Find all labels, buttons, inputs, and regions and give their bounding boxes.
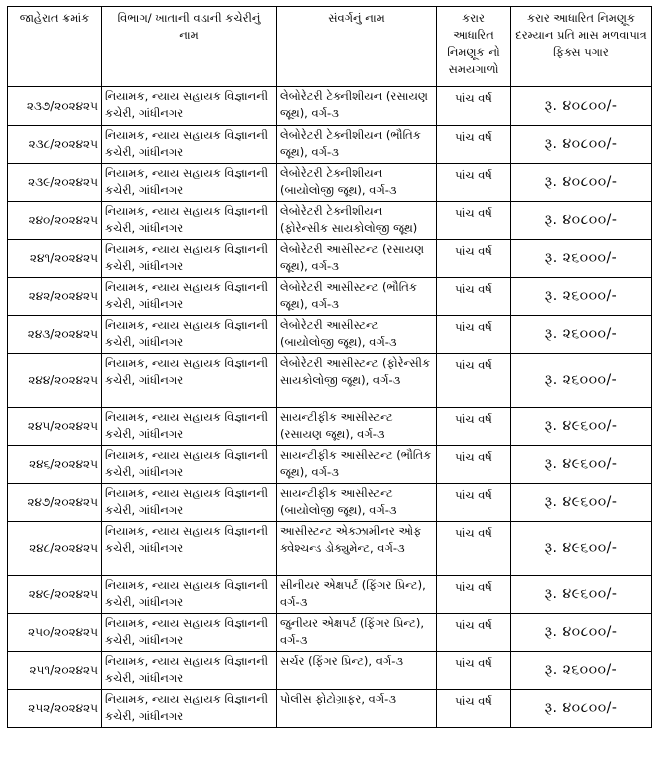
contract-period-cell: પાંચ વર્ષ [437,240,511,278]
table-row [8,446,652,484]
contract-period-cell: પાંચ વર્ષ [437,484,511,522]
contract-period-cell: પાંચ વર્ષ [437,446,511,484]
recruitment-table [7,6,652,728]
table-row [8,690,652,728]
fixed-salary-cell: રૂ. ૨૬૦૦૦/- [511,240,652,278]
advertisement-number-cell: ૨૩૮/૨૦૨૪૨૫ [8,126,102,164]
fixed-salary-cell: રૂ. ૪૦૮૦૦/- [511,87,652,126]
post-name-cell: આસીસ્ટન્ટ એક્ઝામીનર ઓફ ક્વેશ્ચન્ડ ડોક્યુમેન્ટ, વર્ગ-૩ [277,522,437,576]
fixed-salary-cell: રૂ. ૨૬૦૦૦/- [511,316,652,354]
table-row [8,408,652,446]
department-cell: નિયામક, ન્યાય સહાયક વિજ્ઞાનની કચેરી, ગાંધીનગર [102,316,277,354]
fixed-salary-cell: રૂ. ૪૦૮૦૦/- [511,690,652,728]
department-cell: નિયામક, ન્યાય સહાયક વિજ્ઞાનની કચેરી, ગાંધીનગર [102,202,277,240]
contract-period-cell: પાંચ વર્ષ [437,316,511,354]
department-cell: નિયામક, ન્યાય સહાયક વિજ્ઞાનની કચેરી, ગાંધીનગર [102,240,277,278]
table-row [8,316,652,354]
department-cell: નિયામક, ન્યાય સહાયક વિજ્ઞાનની કચેરી, ગાંધીનગર [102,164,277,202]
post-name-cell: લેબોરેટરી ટેક્નીશીયન (બાયોલોજી જૂથ), વર્ગ-૩ [277,164,437,202]
fixed-salary-cell: રૂ. ૪૯૬૦૦/- [511,522,652,576]
header-department: વિભાગ/ ખાતાની વડાની કચેરીનું નામ [102,7,277,87]
table-row [8,164,652,202]
contract-period-cell: પાંચ વર્ષ [437,126,511,164]
post-name-cell: લેબોરેટરી ટેક્નીશીયન (રસાયણ જૂથ), વર્ગ-૩ [277,87,437,126]
post-name-cell: લેબોરેટરી આસીસ્ટન્ટ (રસાયણ જૂથ), વર્ગ-૩ [277,240,437,278]
fixed-salary-cell: રૂ. ૨૬૦૦૦/- [511,278,652,316]
advertisement-number-cell: ૨૫૧/૨૦૨૪૨૫ [8,652,102,690]
advertisement-number-cell: ૨૫૨/૨૦૨૪૨૫ [8,690,102,728]
fixed-salary-cell: રૂ. ૪૯૬૦૦/- [511,576,652,614]
fixed-salary-cell: રૂ. ૪૯૬૦૦/- [511,446,652,484]
department-cell: નિયામક, ન્યાય સહાયક વિજ્ઞાનની કચેરી, ગાંધીનગર [102,690,277,728]
contract-period-cell: પાંચ વર્ષ [437,652,511,690]
fixed-salary-cell: રૂ. ૪૯૬૦૦/- [511,408,652,446]
post-name-cell: જુનીયર એક્ષપર્ટ (ફિંગર પ્રિન્ટ), વર્ગ-૩ [277,614,437,652]
table-row [8,522,652,576]
table-row [8,354,652,408]
department-cell: નિયામક, ન્યાય સહાયક વિજ્ઞાનની કચેરી, ગાંધીનગર [102,652,277,690]
post-name-cell: સાયન્ટીફીક આસીસ્ટન્ટ (ભૌતિક જૂથ), વર્ગ-૩ [277,446,437,484]
department-cell: નિયામક, ન્યાય સહાયક વિજ્ઞાનની કચેરી, ગાંધીનગર [102,408,277,446]
advertisement-number-cell: ૨૪૮/૨૦૨૪૨૫ [8,522,102,576]
advertisement-number-cell: ૨૪૬/૨૦૨૪૨૫ [8,446,102,484]
department-cell: નિયામક, ન્યાય સહાયક વિજ્ઞાનની કચેરી, ગાંધીનગર [102,614,277,652]
advertisement-number-cell: ૨૪૫/૨૦૨૪૨૫ [8,408,102,446]
contract-period-cell: પાંચ વર્ષ [437,690,511,728]
fixed-salary-cell: રૂ. ૪૦૮૦૦/- [511,126,652,164]
advertisement-number-cell: ૨૪૯/૨૦૨૪૨૫ [8,576,102,614]
contract-period-cell: પાંચ વર્ષ [437,87,511,126]
department-cell: નિયામક, ન્યાય સહાયક વિજ્ઞાનની કચેરી, ગાંધીનગર [102,522,277,576]
advertisement-number-cell: ૨૩૭/૨૦૨૪૨૫ [8,87,102,126]
contract-period-cell: પાંચ વર્ષ [437,576,511,614]
fixed-salary-cell: રૂ. ૪૯૬૦૦/- [511,484,652,522]
fixed-salary-cell: રૂ. ૪૦૮૦૦/- [511,202,652,240]
department-cell: નિયામક, ન્યાય સહાયક વિજ્ઞાનની કચેરી, ગાંધીનગર [102,126,277,164]
department-cell: નિયામક, ન્યાય સહાયક વિજ્ઞાનની કચેરી, ગાંધીનગર [102,576,277,614]
department-cell: નિયામક, ન્યાય સહાયક વિજ્ઞાનની કચેરી, ગાંધીનગર [102,446,277,484]
header-row [8,7,652,87]
contract-period-cell: પાંચ વર્ષ [437,614,511,652]
contract-period-cell: પાંચ વર્ષ [437,408,511,446]
post-name-cell: લેબોરેટરી ટેક્નીશીયન (ફોરેન્સીક સાયકોલોજી જૂથ) [277,202,437,240]
advertisement-number-cell: ૨૫૦/૨૦૨૪૨૫ [8,614,102,652]
header-adv-no: જાહેરાત ક્રમાંક [8,7,102,87]
table-row [8,278,652,316]
table-row [8,576,652,614]
advertisement-number-cell: ૨૪૧/૨૦૨૪૨૫ [8,240,102,278]
table-row [8,126,652,164]
contract-period-cell: પાંચ વર્ષ [437,354,511,408]
fixed-salary-cell: રૂ. ૪૦૮૦૦/- [511,164,652,202]
header-period: કરાર આધારિત નિમણૂક નો સમયગાળો [437,7,511,87]
post-name-cell: સાયન્ટીફીક આસીસ્ટન્ટ (રસાયણ જૂથ), વર્ગ-૩ [277,408,437,446]
advertisement-number-cell: ૨૪૭/૨૦૨૪૨૫ [8,484,102,522]
department-cell: નિયામક, ન્યાય સહાયક વિજ્ઞાનની કચેરી, ગાંધીનગર [102,278,277,316]
table-body [8,87,652,728]
advertisement-number-cell: ૨૪૩/૨૦૨૪૨૫ [8,316,102,354]
advertisement-number-cell: ૨૪૨/૨૦૨૪૨૫ [8,278,102,316]
contract-period-cell: પાંચ વર્ષ [437,522,511,576]
post-name-cell: સાયન્ટીફીક આસીસ્ટન્ટ (બાયોલોજી જૂથ), વર્ગ-૩ [277,484,437,522]
contract-period-cell: પાંચ વર્ષ [437,202,511,240]
post-name-cell: લેબોરેટરી આસીસ્ટન્ટ (ભૌતિક જૂથ), વર્ગ-૩ [277,278,437,316]
table-row [8,484,652,522]
department-cell: નિયામક, ન્યાય સહાયક વિજ્ઞાનની કચેરી, ગાંધીનગર [102,87,277,126]
table-row [8,87,652,126]
department-cell: નિયામક, ન્યાય સહાયક વિજ્ઞાનની કચેરી, ગાંધીનગર [102,484,277,522]
fixed-salary-cell: રૂ. ૨૬૦૦૦/- [511,354,652,408]
table-row [8,202,652,240]
table-row [8,614,652,652]
advertisement-number-cell: ૨૩૯/૨૦૨૪૨૫ [8,164,102,202]
table-row [8,652,652,690]
contract-period-cell: પાંચ વર્ષ [437,278,511,316]
post-name-cell: સીનીયર એક્ષપર્ટ (ફિંગર પ્રિન્ટ), વર્ગ-૩ [277,576,437,614]
department-cell: નિયામક, ન્યાય સહાયક વિજ્ઞાનની કચેરી, ગાંધીનગર [102,354,277,408]
header-salary: કરાર આધારિત નિમણૂક દરમ્યાન પ્રતિ માસ મળવાપાત્ર ફિક્સ પગાર [511,7,652,87]
post-name-cell: લેબોરેટરી આસીસ્ટન્ટ (બાયોલોજી જૂથ), વર્ગ-૩ [277,316,437,354]
advertisement-number-cell: ૨૪૦/૨૦૨૪૨૫ [8,202,102,240]
header-post: સંવર્ગનું નામ [277,7,437,87]
post-name-cell: પોલીસ ફોટોગ્રાફર, વર્ગ-૩ [277,690,437,728]
contract-period-cell: પાંચ વર્ષ [437,164,511,202]
fixed-salary-cell: રૂ. ૪૦૮૦૦/- [511,614,652,652]
post-name-cell: સર્ચર (ફિંગર પ્રિન્ટ), વર્ગ-૩ [277,652,437,690]
table-row [8,240,652,278]
post-name-cell: લેબોરેટરી ટેક્નીશીયન (ભૌતિક જૂથ), વર્ગ-૩ [277,126,437,164]
fixed-salary-cell: રૂ. ૨૬૦૦૦/- [511,652,652,690]
post-name-cell: લેબોરેટરી આસીસ્ટન્ટ (ફોરેન્સીક સાયકોલોજી જૂથ), વર્ગ-૩ [277,354,437,408]
advertisement-number-cell: ૨૪૪/૨૦૨૪૨૫ [8,354,102,408]
